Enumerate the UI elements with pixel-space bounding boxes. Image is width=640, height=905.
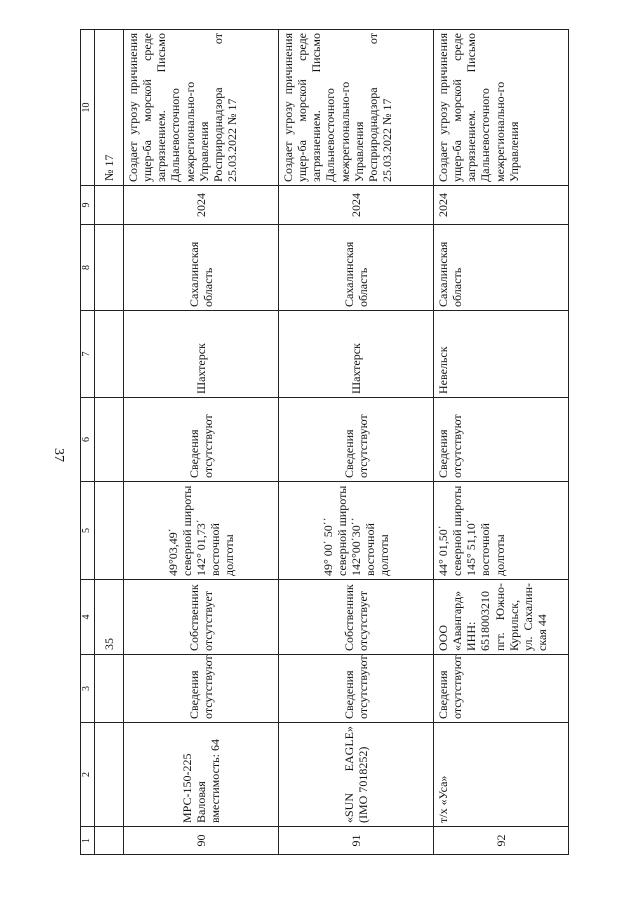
continuation-col4: 35 — [95, 580, 124, 655]
region: Сахалинская область — [434, 225, 569, 311]
location: Невельск — [434, 311, 569, 398]
coordinates: 49°03,49΄ северной широты 142° 01,73΄ восточной долготы — [124, 482, 279, 580]
year: 2024 — [124, 186, 279, 225]
column-number-4: 4 — [81, 580, 95, 655]
column-number-row — [81, 30, 95, 855]
row-number: 90 — [124, 827, 279, 855]
col6-value: Сведения отсутствуют — [279, 398, 434, 482]
column-number-8: 8 — [81, 225, 95, 311]
owner: ООО «Авангард» ИНН: 6518003210 пгт. Южно-Курильск, ул. Сахалин-ская 44 — [434, 580, 569, 655]
location: Шахтерск — [279, 311, 434, 398]
table-row — [434, 30, 569, 855]
year: 2024 — [279, 186, 434, 225]
owner: Собственник отсутствует — [279, 580, 434, 655]
col3-value: Сведения отсутствуют — [434, 655, 569, 723]
col6-value: Сведения отсутствуют — [434, 398, 569, 482]
coordinates: 49° 00΄ 50΄΄ северной широты 142°00΄30΄΄ восточной долготы — [279, 482, 434, 580]
col3-value: Сведения отсутствуют — [124, 655, 279, 723]
owner: Собственник отсутствует — [124, 580, 279, 655]
continuation-col10: № 17 — [95, 30, 124, 186]
column-number-3: 3 — [81, 655, 95, 723]
table-row — [124, 30, 279, 855]
continuation-row — [95, 30, 124, 855]
region: Сахалинская область — [279, 225, 434, 311]
column-number-7: 7 — [81, 311, 95, 398]
note: Создает угрозу причинения ущер-ба морской среде загрязнением. Письмо Дальневосточного межрегионально-го Управления Росприроднадзора от 25.03.2022 № 17 — [124, 30, 279, 186]
column-number-6: 6 — [81, 398, 95, 482]
col3-value: Сведения отсутствуют — [279, 655, 434, 723]
region: Сахалинская область — [124, 225, 279, 311]
column-number-9: 9 — [81, 186, 95, 225]
location: Шахтерск — [124, 311, 279, 398]
column-number-5: 5 — [81, 482, 95, 580]
vessel-name: т/х «Уса» — [434, 723, 569, 827]
table-row — [279, 30, 434, 855]
note: Создает угрозу причинения ущер-ба морской среде загрязнением. Письмо Дальневосточного межрегионально-го Управления — [434, 30, 569, 186]
year: 2024 — [434, 186, 569, 225]
vessel-register-table — [80, 29, 569, 855]
page-number: 37 — [51, 448, 66, 462]
vessel-name: МРС-150-225 Валовая вместимость: 64 — [124, 723, 279, 827]
row-number: 92 — [434, 827, 569, 855]
column-number-1: 1 — [81, 827, 95, 855]
col6-value: Сведения отсутствуют — [124, 398, 279, 482]
column-number-10: 10 — [81, 30, 95, 186]
row-number: 91 — [279, 827, 434, 855]
column-number-2: 2 — [81, 723, 95, 827]
coordinates: 44° 01,50΄ северной широты 145° 51,10΄ восточной долготы — [434, 482, 569, 580]
note: Создает угрозу причинения ущер-ба морской среде загрязнением. Письмо Дальневосточного межрегионально-го Управления Росприроднадзора от 25.03.2022 № 17 — [279, 30, 434, 186]
vessel-name: «SUN EAGLE» (IMO 7018252) — [279, 723, 434, 827]
rotated-table-container — [80, 30, 615, 855]
